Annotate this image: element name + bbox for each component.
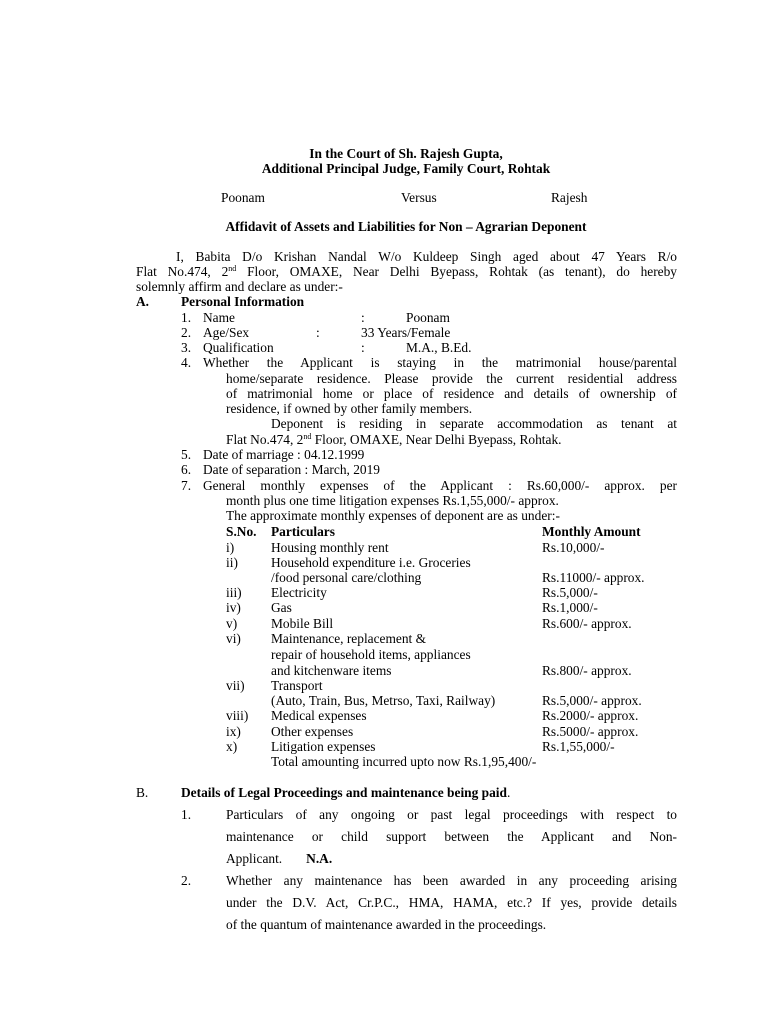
expense-amount: Rs.11000/- approx. [542, 570, 645, 585]
expense-particulars: Other expenses [271, 724, 354, 739]
item-2-number: 2. [181, 325, 192, 340]
section-b-letter: B. [136, 785, 149, 800]
intro-line-1: I, Babita D/o Krishan Nandal W/o Kuldeep Singh aged about 47 Years R/o [176, 249, 677, 264]
item-4-line-3: of matrimonial home or place of residence and details of ownership of [226, 386, 677, 401]
expense-particulars: Housing monthly rent [271, 540, 389, 555]
expense-sno: vii) [226, 678, 245, 693]
petitioner-name: Poonam [221, 190, 265, 205]
age-sex-separator: : [316, 325, 320, 340]
expense-amount: Rs.5,000/- approx. [542, 693, 642, 708]
expense-particulars-continued: (Auto, Train, Bus, Metrso, Taxi, Railway) [271, 693, 496, 708]
expense-particulars-continued: /food personal care/clothing [271, 570, 422, 585]
qualification-value: M.A., B.Ed. [406, 340, 472, 355]
item-4-line-1: Whether the Applicant is staying in the matrimonial house/parental [203, 355, 677, 370]
item-5-number: 5. [181, 447, 192, 462]
b-item-1-line-2: maintenance or child support between the Applicant and Non- [226, 829, 677, 844]
item-4-line-2: home/separate residence. Please provide the current residential address [226, 371, 677, 386]
expense-sno: iv) [226, 600, 241, 615]
expense-amount: Rs.10,000/- [542, 540, 605, 555]
b-item-2-line-1: Whether any maintenance has been awarded in any proceeding arising [226, 873, 677, 888]
expense-amount: Rs.5000/- approx. [542, 724, 639, 739]
expense-particulars: Litigation expenses [271, 739, 376, 754]
item-4-number: 4. [181, 355, 192, 370]
date-of-marriage: Date of marriage : 04.12.1999 [203, 447, 365, 462]
age-sex-label: Age/Sex [203, 325, 250, 340]
name-label: Name [203, 310, 235, 325]
item-7-line-1: General monthly expenses of the Applicant : Rs.60,000/- approx. per [203, 478, 677, 493]
expense-sno: x) [226, 739, 238, 754]
expense-header-sno: S.No. [226, 524, 257, 539]
date-of-separation: Date of separation : March, 2019 [203, 462, 380, 477]
expense-particulars: Medical expenses [271, 708, 367, 723]
item-3-number: 3. [181, 340, 192, 355]
expense-sno: viii) [226, 708, 249, 723]
expense-particulars: Maintenance, replacement & [271, 631, 427, 646]
expense-amount: Rs.800/- approx. [542, 663, 632, 678]
expense-amount: Rs.600/- approx. [542, 616, 632, 631]
expense-particulars-continued: and kitchenware items [271, 663, 392, 678]
intro-line-3: solemnly affirm and declare as under:- [136, 279, 343, 294]
expense-sno: ix) [226, 724, 241, 739]
item-4-answer-line-2: Flat No.474, 2nd Floor, OMAXE, Near Delhi Byepass, Rohtak. [226, 432, 562, 447]
b-item-2-number: 2. [181, 873, 192, 888]
expense-sno: ii) [226, 555, 238, 570]
item-6-number: 6. [181, 462, 192, 477]
section-a-heading: Personal Information [181, 294, 305, 309]
expense-sno: iii) [226, 585, 242, 600]
b-item-1-line-3: Applicant. N.A. [226, 851, 333, 866]
name-value: Poonam [406, 310, 450, 325]
expense-sno: i) [226, 540, 235, 555]
qualification-separator: : [361, 340, 365, 355]
expense-sno: vi) [226, 631, 241, 646]
court-name-line: In the Court of Sh. Rajesh Gupta, [309, 146, 503, 161]
section-b-heading: Details of Legal Proceedings and maintenance being paid. [181, 785, 511, 800]
intro-line-2: Flat No.474, 2nd Floor, OMAXE, Near Delhi Byepass, Rohtak (as tenant), do hereby [136, 264, 678, 279]
expense-particulars: Household expenditure i.e. Groceries [271, 555, 471, 570]
versus-label: Versus [401, 190, 437, 205]
expense-particulars: Electricity [271, 585, 327, 600]
expense-particulars: Transport [271, 678, 323, 693]
item-7-line-2: month plus one time litigation expenses Rs.1,55,000/- approx. [226, 493, 559, 508]
expense-header-particulars: Particulars [271, 524, 335, 539]
b-item-1-line-1: Particulars of any ongoing or past legal proceedings with respect to [226, 807, 677, 822]
item-7-line-3: The approximate monthly expenses of deponent are as under:- [226, 508, 560, 523]
expense-amount: Rs.5,000/- [542, 585, 598, 600]
item-4-line-4: residence, if owned by other family members. [226, 401, 473, 416]
expense-amount: Rs.2000/- approx. [542, 708, 639, 723]
document-title: Affidavit of Assets and Liabilities for Non – Agrarian Deponent [225, 219, 587, 234]
item-4-answer-line-1: Deponent is residing in separate accommodation as tenant at [271, 416, 677, 431]
expense-sno: v) [226, 616, 238, 631]
item-1-number: 1. [181, 310, 192, 325]
b-item-1-number: 1. [181, 807, 192, 822]
expense-particulars-continued: repair of household items, appliances [271, 647, 471, 662]
court-designation-line: Additional Principal Judge, Family Court, Rohtak [261, 161, 551, 176]
name-separator: : [361, 310, 365, 325]
expense-particulars: Gas [271, 600, 292, 615]
expense-amount: Rs.1,000/- [542, 600, 598, 615]
qualification-label: Qualification [203, 340, 274, 355]
section-a-letter: A. [136, 294, 150, 309]
b-item-2-line-2: under the D.V. Act, Cr.P.C., HMA, HAMA, etc.? If yes, provide details [226, 895, 677, 910]
age-sex-value: 33 Years/Female [361, 325, 451, 340]
b-item-2-line-3: of the quantum of maintenance awarded in the proceedings. [226, 917, 547, 932]
expense-header-amount: Monthly Amount [542, 524, 641, 539]
respondent-name: Rajesh [551, 190, 588, 205]
expense-total: Total amounting incurred upto now Rs.1,95,400/- [271, 754, 537, 769]
item-7-number: 7. [181, 478, 192, 493]
expense-amount: Rs.1,55,000/- [542, 739, 615, 754]
expense-particulars: Mobile Bill [271, 616, 334, 631]
